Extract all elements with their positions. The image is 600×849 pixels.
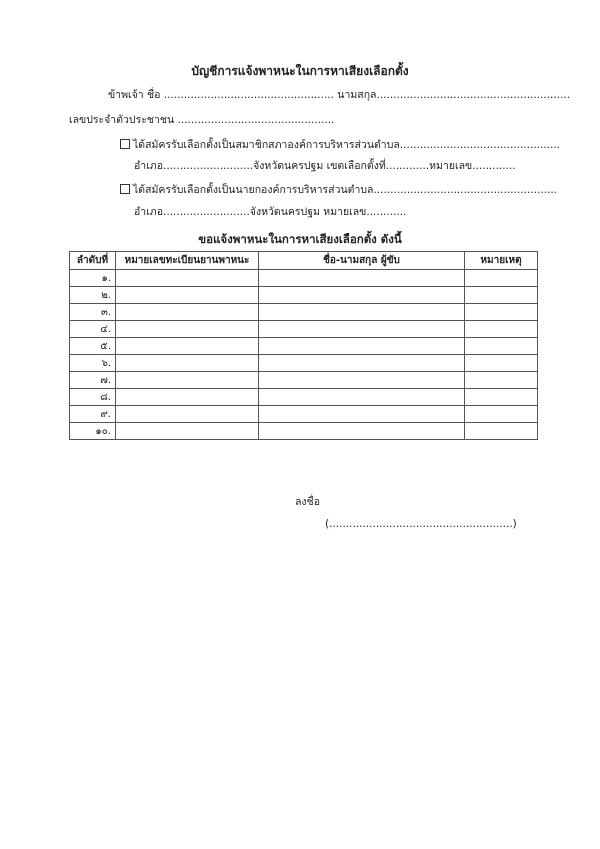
table-row: [70, 355, 538, 372]
option-sao-member-text: ได้สมัครรับเลือกตั้งเป็นสมาชิกสภาองค์การบริหารส่วนตำบล................................................: [133, 139, 561, 151]
cell-driver-name[interactable]: [259, 372, 465, 389]
cell-driver-name[interactable]: [259, 338, 465, 355]
row-order-number: ๒.: [70, 287, 116, 304]
cell-driver-name[interactable]: [259, 287, 465, 304]
cell-plate-number[interactable]: [116, 304, 259, 321]
cell-plate-number[interactable]: [116, 372, 259, 389]
table-row: [70, 338, 538, 355]
cell-driver-name[interactable]: [259, 304, 465, 321]
table-row: [70, 304, 538, 321]
option-sao-chief-text: ได้สมัครรับเลือกตั้งเป็นนายกองค์การบริหารส่วนตำบล.......................................................: [133, 184, 558, 196]
row-order-number: ๓.: [70, 304, 116, 321]
cell-driver-name[interactable]: [259, 423, 465, 440]
cell-driver-name[interactable]: [259, 389, 465, 406]
row-order-number: ๘.: [70, 389, 116, 406]
vehicle-table: [69, 251, 538, 440]
row-order-number: ๗.: [70, 372, 116, 389]
row-order-number: ๙.: [70, 406, 116, 423]
citizen-id-line: เลขประจำตัวประชาชน ...............................................: [69, 114, 335, 126]
cell-remarks[interactable]: [465, 321, 538, 338]
header-order: ลำดับที่: [70, 252, 116, 270]
header-driver-name: ชื่อ-นามสกุล ผู้ขับ: [259, 252, 465, 270]
table-row: [70, 406, 538, 423]
checkbox-sao-chief[interactable]: [120, 184, 130, 194]
table-row: [70, 270, 538, 287]
option-sao-member: [120, 136, 560, 153]
table-row: [70, 321, 538, 338]
cell-driver-name[interactable]: [259, 355, 465, 372]
signature-label: ลงชื่อ: [295, 496, 320, 508]
row-order-number: ๑๐.: [70, 423, 116, 440]
header-plate-number: หมายเลขทะเบียนยานพาหนะ: [116, 252, 259, 270]
cell-remarks[interactable]: [465, 287, 538, 304]
table-row: [70, 287, 538, 304]
cell-remarks[interactable]: [465, 389, 538, 406]
cell-remarks[interactable]: [465, 406, 538, 423]
option-sao-chief: [120, 181, 557, 198]
table-subtitle: ขอแจ้งพาหนะในการหาเสียงเลือกตั้ง ดังนี้: [198, 232, 402, 246]
table-header-row: [70, 252, 538, 270]
cell-driver-name[interactable]: [259, 321, 465, 338]
cell-remarks[interactable]: [465, 270, 538, 287]
cell-plate-number[interactable]: [116, 270, 259, 287]
table-row: [70, 372, 538, 389]
cell-remarks[interactable]: [465, 355, 538, 372]
option-sao-member-detail: อำเภอ...........................จังหวัดนครปฐม เขตเลือกตั้งที่.............หมายเลข.............: [134, 160, 516, 172]
cell-remarks[interactable]: [465, 338, 538, 355]
document-title: บัญชีการแจ้งพาหนะในการหาเสียงเลือกตั้ง: [191, 64, 409, 78]
header-remarks: หมายเหตุ: [465, 252, 538, 270]
cell-remarks[interactable]: [465, 372, 538, 389]
cell-plate-number[interactable]: [116, 406, 259, 423]
cell-plate-number[interactable]: [116, 423, 259, 440]
signature-name-line: (.......................................................): [325, 518, 517, 530]
row-order-number: ๑.: [70, 270, 116, 287]
cell-remarks[interactable]: [465, 423, 538, 440]
cell-plate-number[interactable]: [116, 338, 259, 355]
table-body: [70, 270, 538, 440]
cell-remarks[interactable]: [465, 304, 538, 321]
cell-plate-number[interactable]: [116, 321, 259, 338]
cell-driver-name[interactable]: [259, 406, 465, 423]
cell-plate-number[interactable]: [116, 287, 259, 304]
cell-plate-number[interactable]: [116, 389, 259, 406]
row-order-number: ๖.: [70, 355, 116, 372]
table-row: [70, 389, 538, 406]
row-order-number: ๕.: [70, 338, 116, 355]
table-row: [70, 423, 538, 440]
option-sao-chief-detail: อำเภอ..........................จังหวัดนครปฐม หมายเลข............: [134, 206, 407, 218]
cell-plate-number[interactable]: [116, 355, 259, 372]
declarant-name-line: ข้าพเจ้า ชื่อ ................................................... นามสกุล..........................................................: [108, 89, 571, 101]
row-order-number: ๔.: [70, 321, 116, 338]
cell-driver-name[interactable]: [259, 270, 465, 287]
checkbox-sao-member[interactable]: [120, 139, 130, 149]
